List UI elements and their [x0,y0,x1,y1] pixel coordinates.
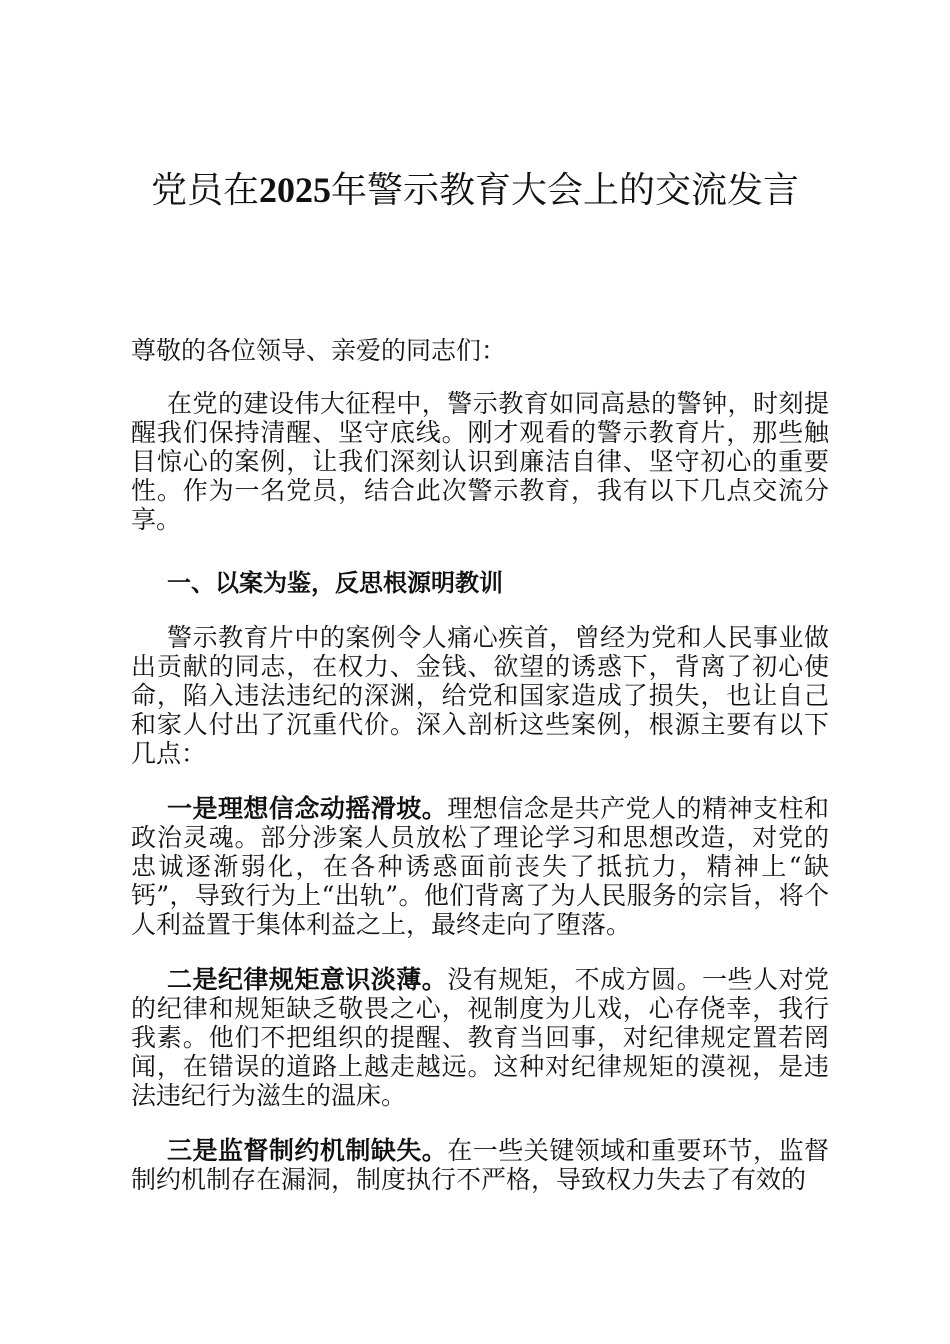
title-year: 2025 [259,170,331,210]
point2-lead: 二是纪律规矩意识淡薄。 [167,965,448,994]
greeting: 尊敬的各位领导、亲爱的同志们： [131,336,507,365]
point1-text: 理想信念是共产党人的精神支柱和政治灵魂。部分涉案人员放松了理论学习和思想改造，对党的忠诚逐渐弱化，在各种诱惑面前丧失了抵抗力，精神上“缺钙”，导致行为上“出轨”。他们背离了为人民服务的宗旨，将个人利益置于集体利益之上，最终走向了堕落。 [131,794,829,939]
document-title [0,166,950,215]
point3-paragraph [131,1136,829,1194]
point2-text: 没有规矩，不成方圆。一些人对党的纪律和规矩缺乏敬畏之心，视制度为儿戏，心存侥幸，我行我素。他们不把组织的提醒、教育当回事，对纪律规定置若罔闻，在错误的道路上越走越远。这种对纪律规矩的漠视，是违法违纪行为滋生的温床。 [131,965,829,1110]
title-part1: 党员在 [150,170,259,211]
point2-paragraph [131,965,829,1110]
section1-intro-paragraph: 警示教育片中的案例令人痛心疾首，曾经为党和人民事业做出贡献的同志，在权力、金钱、欲望的诱惑下，背离了初心使命，陷入违法违纪的深渊，给党和国家造成了损失，也让自己和家人付出了沉重代价。深入剖析这些案例，根源主要有以下几点： [131,623,829,768]
point1-lead: 一是理想信念动摇滑坡。 [167,794,448,823]
point3-text: 在一些关键领域和重要环节，监督制约机制存在漏洞，制度执行不严格，导致权力失去了有效的 [131,1136,829,1194]
intro-paragraph: 在党的建设伟大征程中，警示教育如同高悬的警钟，时刻提醒我们保持清醒、坚守底线。刚才观看的警示教育片，那些触目惊心的案例，让我们深刻认识到廉洁自律、坚守初心的重要性。作为一名党员，结合此次警示教育，我有以下几点交流分享。 [131,389,829,534]
title-part2: 年警示教育大会上的交流发言 [331,170,800,211]
document-body [131,336,829,1194]
point1-paragraph [131,794,829,939]
point3-lead: 三是监督制约机制缺失。 [167,1136,448,1165]
section1-heading: 一、以案为鉴，反思根源明教训 [167,568,503,597]
